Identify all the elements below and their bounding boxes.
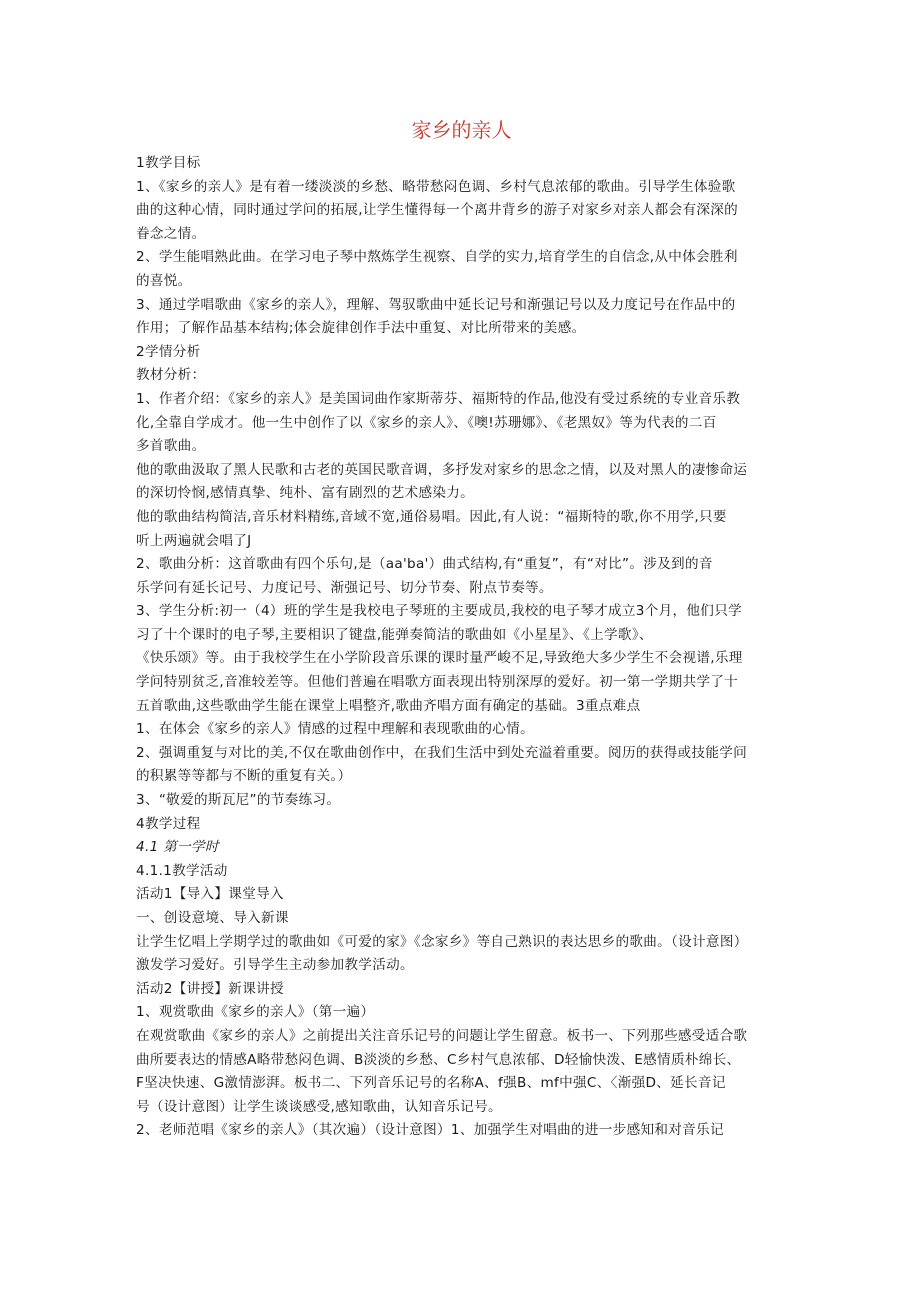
paragraph-line: 的深切怜悯,感情真挚、纯朴、富有剧烈的艺术感染力。 [136, 485, 475, 502]
activity-heading: 活动2【讲授】新课讲授 [136, 980, 284, 997]
paragraph-line: 教材分析： [136, 367, 206, 384]
paragraph-line: 乐学问有延长记号、力度记号、渐强记号、切分节奏、附点节奏等。 [136, 579, 553, 596]
document-title: 家乡的亲人 [411, 118, 512, 142]
section-heading: 2学情分析 [136, 343, 201, 360]
paragraph-line: 眷念之情。 [136, 225, 206, 242]
paragraph-line: 1、观赏歌曲《家乡的亲人》（第一遍） [136, 1004, 375, 1021]
paragraph-line: 让学生忆唱上学期学过的歌曲如《可爱的家》《念家乡》等自己熟识的表达思乡的歌曲。（设计意图） [136, 933, 748, 950]
section-heading: 1教学目标 [136, 155, 201, 171]
paragraph-line: 号（设计意图）让学生谈谈感受,感知歌曲，认知音乐记号。 [136, 1098, 502, 1115]
paragraph-line: 他的歌曲汲取了黑人民歌和古老的英国民歌音调，多抒发对家乡的思念之情，以及对黑人的凄惨命运 [136, 461, 748, 478]
paragraph-line: 五首歌曲,这些歌曲学生能在课堂上唱整齐,歌曲齐唱方面有确定的基础。3重点难点 [136, 697, 641, 714]
paragraph-line: 多首歌曲。 [136, 438, 206, 455]
section-heading: 4教学过程 [136, 815, 201, 832]
paragraph-line: 3、通过学唱歌曲《家乡的亲人》，理解、驾驭歌曲中延长记号和渐强记号以及力度记号在作品中的 [136, 296, 736, 313]
paragraph-line: 一、创设意境、导入新课 [136, 910, 289, 926]
paragraph-line: 1、作者介绍：《家乡的亲人》是美国词曲作家斯蒂芬、福斯特的作品,他没有受过系统的专业音乐教 [136, 390, 741, 407]
paragraph-line: 曲的这种心情，同时通过学问的拓展,让学生懂得每一个离井背乡的游子对家乡对亲人都会有深深的 [136, 202, 739, 219]
activity-heading: 活动1【导入】课堂导入 [136, 886, 284, 903]
paragraph-line: 3、“敬爱的斯瓦尼”的节奏练习。 [136, 792, 341, 809]
paragraph-line: 学问特别贫乏,音准较差等。但他们普遍在唱歌方面表现出特别深厚的爱好。初一第一学期共学了十 [136, 674, 739, 691]
paragraph-line: 2、学生能唱熟此曲。在学习电子琴中熬炼学生视察、自学的实力,培育学生的自信念,从中体会胜利 [136, 249, 738, 266]
subsection-heading: 4.1 第一学时 [136, 839, 219, 856]
paragraph-line: 的喜悦。 [136, 272, 192, 289]
paragraph-line: 他的歌曲结构简洁,音乐材料精练,音域不宽,通俗易唱。因此,有人说：“福斯特的歌,你不用学,只要 [136, 508, 727, 525]
paragraph-line: 曲所要表达的情感A略带愁闷色调、B淡淡的乡愁、C乡村气息浓郁、D轻愉快泼、E感情质朴绵长、 [136, 1051, 741, 1068]
subsection-heading: 4.1.1教学活动 [136, 862, 228, 879]
paragraph-line: 《快乐颂》等。由于我校学生在小学阶段音乐课的课时量严峻不足,导致绝大多少学生不会视谱,乐理 [136, 650, 743, 667]
paragraph-line: 听上两遍就会唱了J [136, 532, 252, 549]
paragraph-line: 的积累等等都与不断的重复有关。） [136, 768, 352, 785]
paragraph-line: 2、强调重复与对比的美,不仅在歌曲创作中，在我们生活中到处充溢着重要。阅历的获得或技能学问 [136, 744, 747, 761]
paragraph-line: 2、歌曲分析：这首歌曲有四个乐句,是（aa'ba'）曲式结构,有“重复”，有“对比”。涉及到的音 [136, 556, 713, 573]
paragraph-line: 2、老师范唱《家乡的亲人》（其次遍）（设计意图）1、加强学生对唱曲的进一步感知和对音乐记 [136, 1122, 724, 1139]
paragraph-line: 习了十个课时的电子琴,主要相识了键盘,能弹奏简洁的歌曲如《小星星》、《上学歌》、 [136, 626, 653, 643]
paragraph-line: 化,全靠自学成才。他一生中创作了以《家乡的亲人》、《噢!苏珊娜》、《老黑奴》等为代表的二百 [136, 414, 717, 431]
paragraph-line: 作用；了解作品基本结构;体会旋律创作手法中重复、对比所带来的美感。 [136, 320, 586, 337]
paragraph-line: 1、在体会《家乡的亲人》情感的过程中理解和表现歌曲的心情。 [136, 721, 534, 738]
paragraph-line: 3、学生分析:初一（4）班的学生是我校电子琴班的主要成员,我校的电子琴才成立3个月，他们只学 [136, 603, 742, 620]
paragraph-line: 激发学习爱好。引导学生主动参加教学活动。 [136, 957, 414, 974]
paragraph-line: F坚决快速、G激情澎湃。板书二、下列音乐记号的名称A、f强B、mf中强C、〈渐强D、延长音记 [136, 1075, 726, 1092]
paragraph-line: 1、《家乡的亲人》是有着一缕淡淡的乡愁、略带愁闷色调、乡村气息浓郁的歌曲。引导学生体验歌 [136, 178, 736, 195]
paragraph-line: 在观赏歌曲《家乡的亲人》之前提出关注音乐记号的问题让学生留意。板书一、下列那些感受适合歌 [136, 1027, 748, 1044]
